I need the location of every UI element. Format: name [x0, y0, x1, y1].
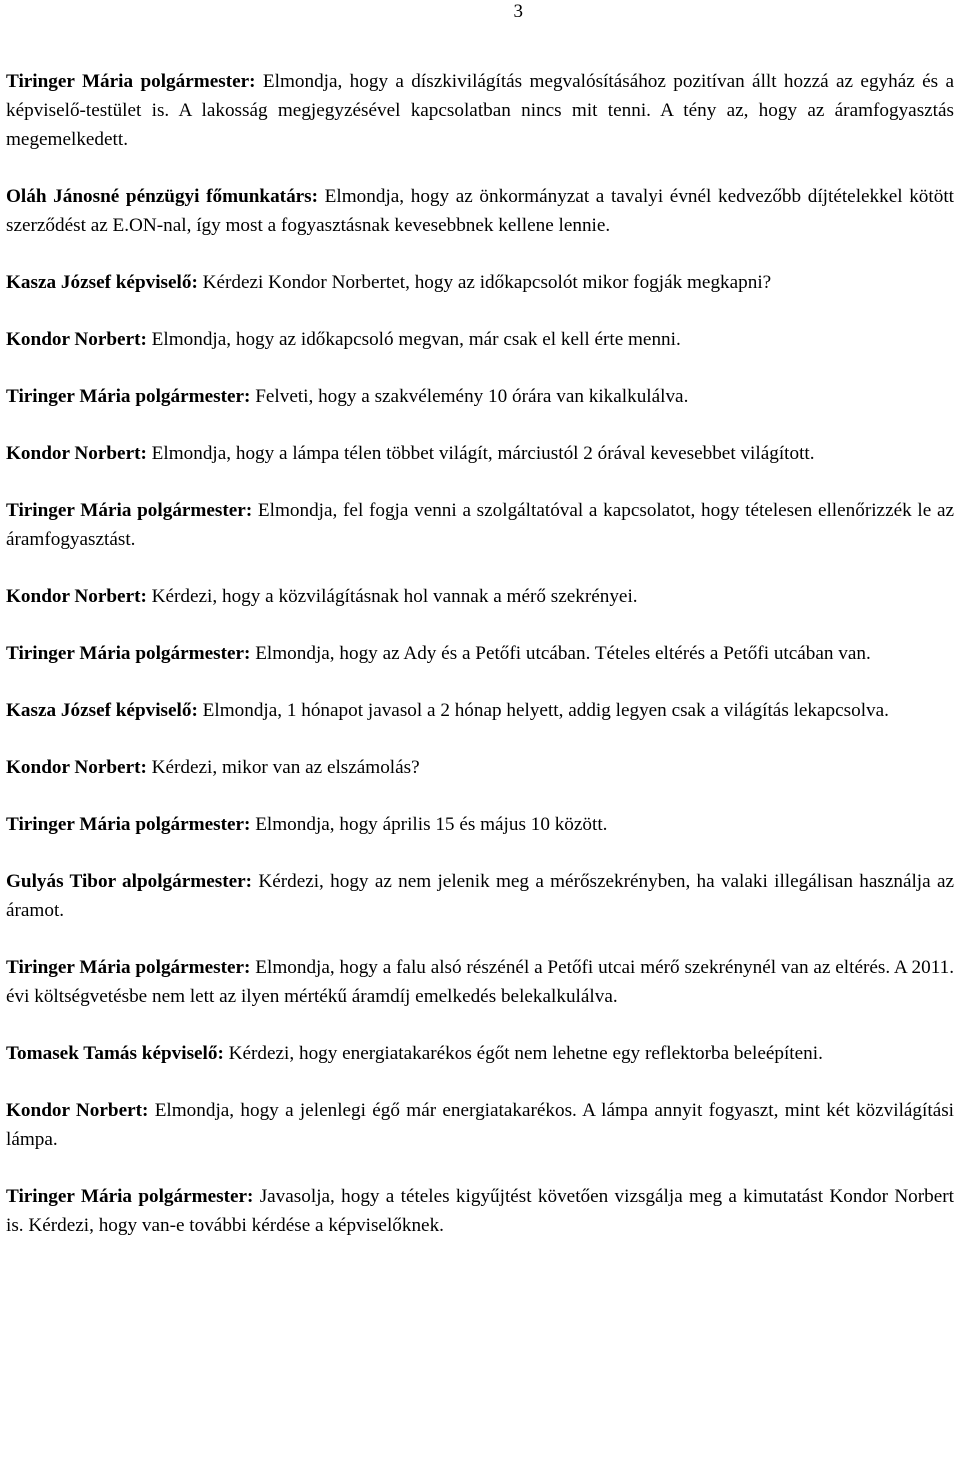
- paragraph: [6, 1039, 954, 1068]
- speaker-name: Tiringer Mária polgármester:: [6, 957, 251, 978]
- paragraph-text: Kérdezi Kondor Norbertet, hogy az időkapcsolót mikor fogják megkapni?: [197, 272, 772, 293]
- speaker-name: Kondor Norbert:: [6, 329, 147, 350]
- speaker-name: Kasza József képviselő:: [6, 700, 198, 721]
- paragraph: [6, 696, 954, 725]
- paragraph: [6, 268, 954, 297]
- speaker-name: Tiringer Mária polgármester:: [6, 1186, 254, 1207]
- speaker-name: Tiringer Mária polgármester:: [6, 386, 251, 407]
- paragraph-text: Elmondja, hogy a díszkivilágítás megvalósításához pozitívan állt hozzá az egyház és a képviselő-testület is. A lakosság megjegyzésével kapcsolatban nincs mit tenni. A tény az, hogy az áramfogyasztás megemelkedett.: [6, 71, 954, 150]
- paragraph-text: Elmondja, 1 hónapot javasol a 2 hónap helyett, addig legyen csak a világítás lekapcsolva.: [197, 700, 889, 721]
- speaker-name: Kondor Norbert:: [6, 443, 147, 464]
- paragraph: [6, 325, 954, 354]
- paragraph: [6, 182, 954, 240]
- speaker-name: Tomasek Tamás képviselő:: [6, 1043, 224, 1064]
- paragraph-text: Elmondja, fel fogja venni a szolgáltatóval a kapcsolatot, hogy tételesen ellenőrizzék le az áramfogyasztást.: [6, 500, 954, 550]
- paragraph-text: Elmondja, hogy az önkormányzat a tavalyi évnél kedvezőbb díjtételekkel kötött szerződést az E.ON-nal, így most a fogyasztásnak kevesebbnek kellene lennie.: [6, 186, 954, 236]
- paragraph: [6, 639, 954, 668]
- paragraph-text: Kérdezi, hogy az nem jelenik meg a mérőszekrényben, ha valaki illegálisan használja az áramot.: [6, 871, 954, 921]
- paragraph-text: Felveti, hogy a szakvélemény 10 órára van kikalkulálva.: [250, 386, 689, 407]
- paragraph: [6, 496, 954, 554]
- speaker-name: Oláh Jánosné pénzügyi főmunkatárs:: [6, 186, 319, 207]
- paragraph: [6, 753, 954, 782]
- paragraph-text: Kérdezi, hogy energiatakarékos égőt nem lehetne egy reflektorba beleépíteni.: [223, 1043, 823, 1064]
- paragraph-text: Elmondja, hogy a lámpa télen többet világít, márciustól 2 órával kevesebbet világított.: [146, 443, 815, 464]
- paragraph-text: Elmondja, hogy a jelenlegi égő már energiatakarékos. A lámpa annyit fogyaszt, mint két közvilágítási lámpa.: [6, 1100, 955, 1150]
- paragraph: [6, 67, 954, 154]
- minutes-body: [6, 67, 954, 1240]
- paragraph: [6, 382, 954, 411]
- paragraph-text: Kérdezi, mikor van az elszámolás?: [146, 757, 420, 778]
- speaker-name: Tiringer Mária polgármester:: [6, 643, 251, 664]
- paragraph-text: Elmondja, hogy a falu alsó részénél a Petőfi utcai mérő szekrénynél van az eltérés. A 2011. évi költségvetésbe nem lett az ilyen mértékű áramdíj emelkedés belekalkulálva.: [6, 957, 954, 1007]
- paragraph-text: Javasolja, hogy a tételes kigyűjtést követően vizsgálja meg a kimutatást Kondor Norbert is. Kérdezi, hogy van-e további kérdése a képviselőknek.: [6, 1186, 954, 1236]
- speaker-name: Kondor Norbert:: [6, 757, 147, 778]
- page-number: 3: [513, 1, 523, 22]
- paragraph-text: Elmondja, hogy az időkapcsoló megvan, már csak el kell érte menni.: [146, 329, 681, 350]
- speaker-name: Tiringer Mária polgármester:: [6, 814, 251, 835]
- paragraph: [6, 1096, 954, 1154]
- speaker-name: Tiringer Mária polgármester:: [6, 71, 256, 92]
- paragraph-text: Elmondja, hogy április 15 és május 10 között.: [250, 814, 608, 835]
- paragraph: [6, 1182, 954, 1240]
- paragraph: [6, 582, 954, 611]
- paragraph: [6, 867, 954, 925]
- paragraph: [6, 439, 954, 468]
- speaker-name: Kondor Norbert:: [6, 586, 147, 607]
- paragraph: [6, 953, 954, 1011]
- speaker-name: Kondor Norbert:: [6, 1100, 149, 1121]
- paragraph-text: Kérdezi, hogy a közvilágításnak hol vannak a mérő szekrényei.: [146, 586, 638, 607]
- paragraph-text: Elmondja, hogy az Ady és a Petőfi utcában. Tételes eltérés a Petőfi utcában van.: [250, 643, 871, 664]
- paragraph: [6, 810, 954, 839]
- speaker-name: Kasza József képviselő:: [6, 272, 198, 293]
- speaker-name: Tiringer Mária polgármester:: [6, 500, 253, 521]
- speaker-name: Gulyás Tibor alpolgármester:: [6, 871, 253, 892]
